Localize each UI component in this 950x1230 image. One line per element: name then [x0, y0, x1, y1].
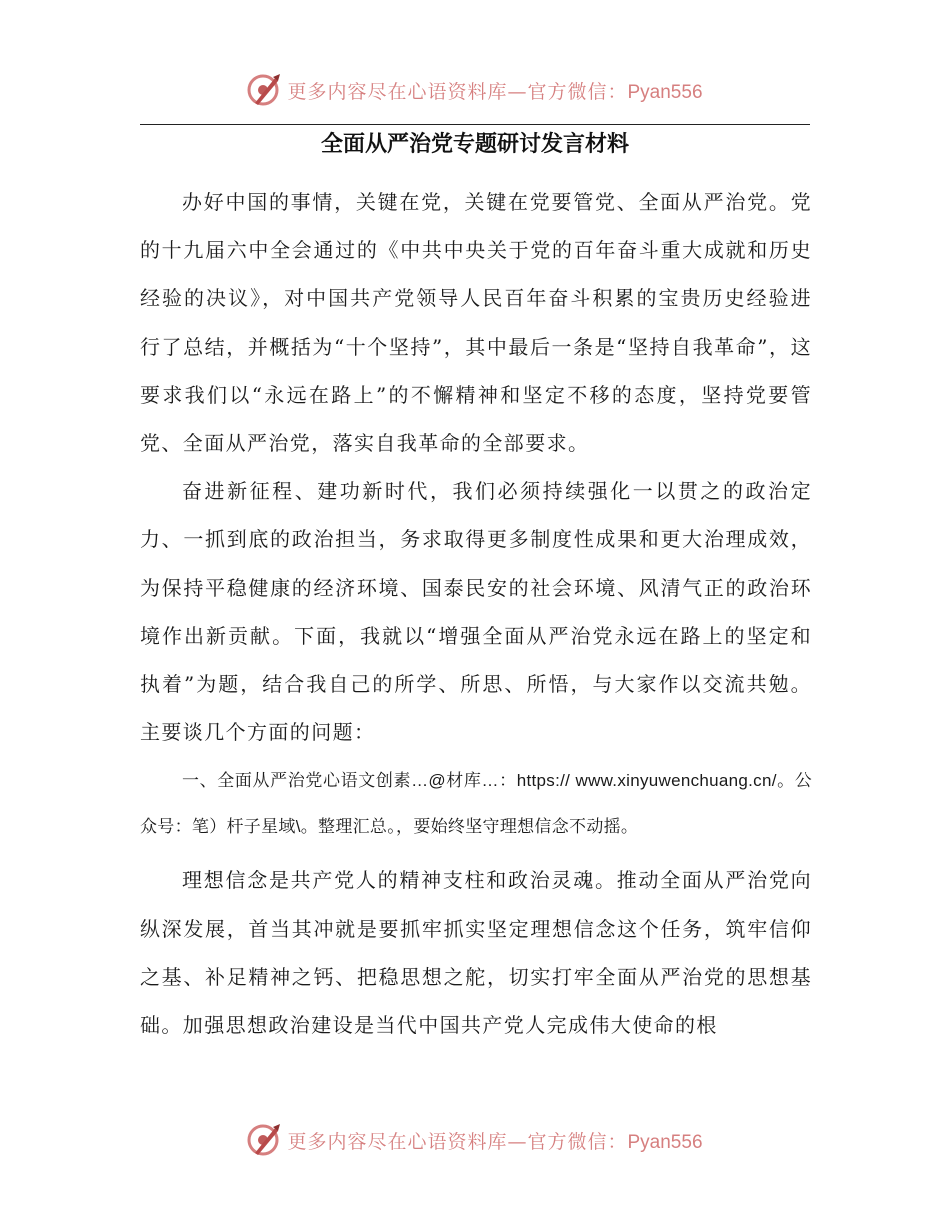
- banner-text: 更多内容尽在心语资料库—官方微信：Pyan556: [287, 1130, 703, 1153]
- brush-logo-icon: [247, 72, 283, 108]
- header-banner: [0, 68, 950, 112]
- document-title: 全面从严治党专题研讨发言材料: [320, 131, 629, 157]
- wechat-id: Pyan556: [627, 81, 703, 103]
- header-divider: [140, 124, 810, 125]
- banner-text: 更多内容尽在心语资料库—官方微信：Pyan556: [287, 80, 703, 103]
- paragraph: 奋进新征程、建功新时代，我们必须持续强化一以贯之的政治定力、一抓到底的政治担当，务求取得更多制度性成果和更大治理成效，为保持平稳健康的经济环境、国泰民安的社会环境、风清气正的政治环境作出新贡献。下面，我就以“增强全面从严治党永远在路上的坚定和执着”为题，结合我自己的所学、所思、所悟，与大家作以交流共勉。主要谈几个方面的问题：: [140, 479, 812, 745]
- wechat-id: Pyan556: [627, 1131, 703, 1153]
- paragraph: 办好中国的事情，关键在党，关键在党要管党、全面从严治党。党的十九届六中全会通过的《中共中央关于党的百年奋斗重大成就和历史经验的决议》，对中国共产党领导人民百年奋斗积累的宝贵历史经验进行了总结，并概括为“十个坚持”，其中最后一条是“坚持自我革命”，这要求我们以“永远在路上”的不懈精神和坚定不移的态度，坚持党要管党、全面从严治党，落实自我革命的全部要求。: [140, 190, 812, 456]
- brush-logo-icon: [247, 1122, 283, 1158]
- document-body: [140, 178, 812, 1049]
- paragraph: 理想信念是共产党人的精神支柱和政治灵魂。推动全面从严治党向纵深发展，首当其冲就是要抓牢抓实坚定理想信念这个任务，筑牢信仰之基、补足精神之钙、把稳思想之舵，切实打牢全面从严治党的思想基础。加强思想政治建设是当代中国共产党人完成伟大使命的根: [140, 868, 812, 1038]
- footer-banner: [0, 1118, 950, 1162]
- section-heading-paragraph: 一、全面从严治党心语文创素…@材库…：https:// www.xinyuwenchuang.cn/。公众号：笔）杆子星域\。整理汇总。，要始终坚守理想信念不动摇。: [140, 771, 812, 837]
